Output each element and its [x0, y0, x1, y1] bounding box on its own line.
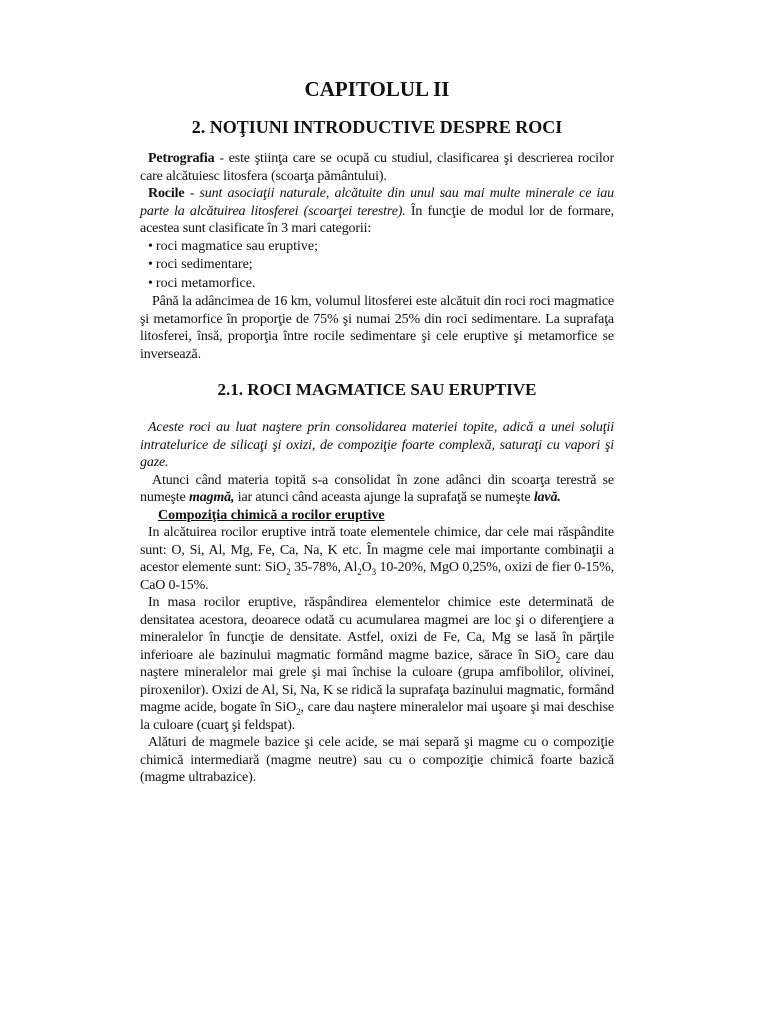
document-page [140, 70, 614, 787]
rocile-definition: - sunt asociaţii naturale, alcătuite din unul sau mai multe minerale ce iau parte la alcătuirea litosferei (scoarţei terestre). [140, 186, 614, 219]
bullet-icon: • [148, 257, 153, 272]
depth-paragraph: Până la adâncimea de 16 km, volumul litosferei este alcătuit din roci roci magmatice şi metamorfice în proporţie de 75% şi numai 25% din roci sedimentare. La suprafaţa litosferei, însă, proporţia între rocile sedimentare şi cele eruptive şi metamorfice se inversează. [140, 294, 614, 362]
lava-term: lavă. [533, 490, 561, 505]
subscript: 2 [357, 566, 362, 577]
composition-text: In alcătuirea rocilor eruptive intră toate elementele chimice, dar cele mai răspândite sunt: O, Si, Al, Mg, Fe, Ca, Na, K etc. În magme cele mai importante combinaţii a acestor elemente sunt: SiO [140, 525, 614, 575]
rocile-paragraph [140, 185, 614, 238]
composition-heading: Compoziţia chimică a rocilor eruptive [158, 507, 385, 523]
composition-text: 10-20%, MgO 0,25%, oxizi de fier 0-15%, CaO 0-15%. [140, 560, 614, 593]
magma-lava-paragraph [140, 472, 614, 507]
list-item [148, 256, 614, 275]
petrografia-term: Petrografia [148, 151, 215, 166]
subscript: 2 [286, 566, 291, 577]
composition-text: 35-78%, Al [290, 560, 358, 575]
list-item [148, 238, 614, 257]
composition-paragraph-2 [140, 594, 614, 734]
composition-paragraph-1 [140, 524, 614, 594]
composition-text: care dau naştere mineralelor mai grele şi mai închise la culoare (grupa amfibolilor, olivinei, piroxenilor). Oxizi de Al, Si, Na, K se ridică la suprafaţa bazinului magmatic, formând magme acide, bogate în SiO [140, 647, 614, 715]
subscript: 2 [296, 706, 301, 717]
composition-text: O [361, 560, 372, 575]
subscript: 2 [555, 654, 561, 665]
list-item-label: roci magmatice sau eruptive; [155, 238, 319, 254]
petrografia-definition: - este ştiinţa care se ocupă cu studiul, clasificarea şi descrierea rocilor care alcătuiesc litosfera (scoarţa pământului). [140, 151, 614, 184]
eruptive-intro-paragraph: Aceste roci au luat naştere prin consolidarea materiei topite, adică a unei soluţii intratelurice de silicaţi şi oxizi, de compoziţie foarte complexă, saturaţi cu vapori şi gaze. [140, 420, 614, 470]
bullet-icon: • [148, 238, 153, 254]
rocile-classification: În funcţie de modul lor de formare, acestea sunt clasificate în 3 mari categorii: [140, 203, 614, 236]
composition-text: , care dau naştere mineralelor mai uşoare şi mai deschise la culoare (cuarţ şi feldspat). [140, 700, 614, 733]
subsection-title: 2.1. ROCI MAGMATICE SAU ERUPTIVE [217, 380, 537, 399]
subscript: 3 [371, 566, 376, 577]
composition-paragraph-3: Alături de magmele bazice şi cele acide, se mai separă şi magme cu o compoziţie chimică intermediară (magme neutre) sau cu o compoziţie chimică foarte bazică (magme ultrabazice). [140, 735, 614, 785]
bullet-icon: • [148, 275, 153, 291]
list-item-label: roci sedimentare; [155, 257, 253, 272]
rock-categories-list [140, 238, 614, 294]
list-item [148, 275, 614, 294]
chapter-title: CAPITOLUL II [304, 77, 450, 101]
magma-text: Atunci când materia topită s-a consolidat în zone adânci din scoarţa terestră se numeşte [140, 472, 614, 505]
list-item-label: roci metamorfice. [155, 275, 256, 291]
rocile-term: Rocile [148, 186, 185, 201]
lava-text: iar atunci când aceasta ajunge la suprafaţă se numeşte [234, 490, 534, 505]
magma-term: magmă, [188, 490, 235, 505]
petrografia-paragraph [140, 150, 614, 185]
section-title: 2. NOŢIUNI INTRODUCTIVE DESPRE ROCI [191, 117, 563, 137]
composition-text: In masa rocilor eruptive, răspândirea elementelor chimice este determinată de densitatea acestora, deoarece odată cu acumularea magmei are loc şi o diferenţiere a mineralelor în funcţie de densitate. Astfel, oxizi de Fe, Ca, Mg se lasă în părţile inferioare ale bazinului magmatic formând magme bazice, sărace în SiO [140, 595, 614, 663]
